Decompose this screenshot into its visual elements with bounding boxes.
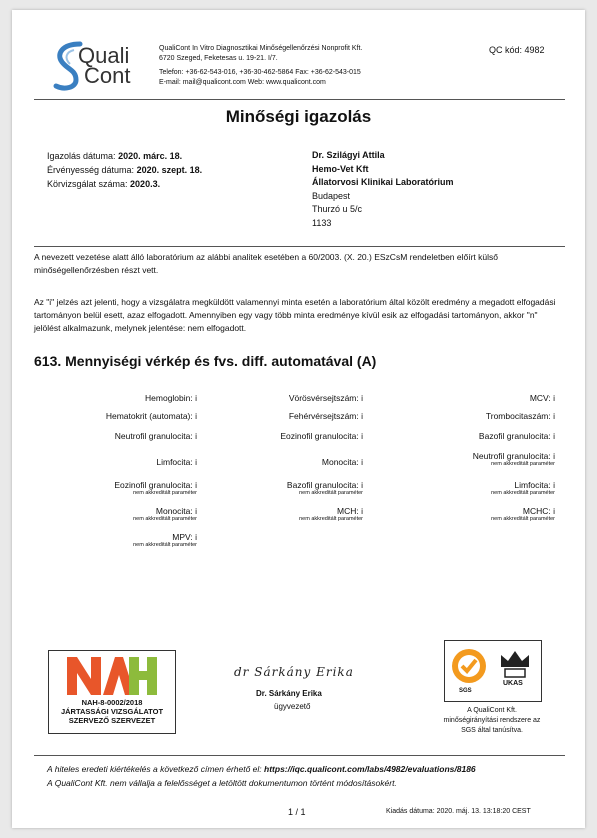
nah-accreditation-badge	[48, 650, 176, 734]
meta-divider	[34, 246, 565, 247]
org-name: QualiCont In Vitro Diagnosztikai Minőségellenőrzési Nonprofit Kft.	[159, 45, 363, 52]
ukas-crown-icon	[497, 647, 533, 679]
org-web: E-mail: mail@qualicont.com Web: www.qualicont.com	[159, 79, 326, 86]
footer-disclaimer: A QualiCont Kft. nem vállalja a felelősséget a letöltött dokumentumon történt módosításokért.	[47, 778, 397, 788]
issue-date-value: 2020. márc. 18.	[118, 151, 183, 161]
document-page	[12, 10, 585, 828]
analyte-cell: Neutrofil granulocita: i	[114, 431, 197, 441]
analyte-cell: MPV: i nem akkreditált paraméter	[133, 532, 197, 548]
org-address	[159, 44, 362, 88]
recipient-city: Budapest	[312, 190, 351, 201]
logo-text-quali: Quali	[78, 43, 130, 68]
section-title: 613. Mennyiségi vérkép és fvs. diff. automatával (A)	[34, 353, 377, 369]
analyte-cell: Vörösvérsejtszám: i	[288, 393, 363, 403]
recipient-street: Thurzó u 5/c	[312, 204, 363, 214]
valid-date-label: Érvényesség dátuma:	[47, 165, 135, 175]
signature-handwriting: dr Sárkány Erika	[234, 665, 354, 679]
nah-line3: SZERVEZŐ SZERVEZET	[68, 716, 156, 725]
sgs-caption-line3: SGS által tanúsítva.	[461, 727, 523, 734]
sgs-caption	[412, 706, 572, 736]
signature-image	[234, 665, 374, 689]
analyte-cell: Monocita: i	[321, 457, 363, 467]
analyte-cell: Bazofil granulocita: i nem akkreditált paraméter	[286, 480, 363, 496]
analyte-cell: Limfocita: i nem akkreditált paraméter	[491, 480, 555, 496]
recipient-company: Hemo-Vet Kft	[312, 163, 369, 174]
meta-block	[47, 149, 202, 191]
analyte-cell: Monocita: i nem akkreditált paraméter	[133, 506, 197, 522]
analyte-cell: Trombocitaszám: i	[485, 411, 555, 421]
legend-paragraph: Az "i" jelzés azt jelenti, hogy a vizsgálatra megküldött valamennyi minta esetén a laboratórium által közölt eredmény a megadott elfogadási tartományon belül esett, azaz elfogadott. Amennyiben egy vagy több minta eredménye kívül esik az elfogadási tartományon, akkor "n" jelölést alkalmazunk, melynek jelentése: nem elfogadott.	[34, 297, 556, 333]
recipient-lab: Állatorvosi Klinikai Laboratórium	[312, 177, 454, 187]
sgs-caption-line1: A QualiCont Kft.	[467, 707, 517, 714]
sgs-seal-icon	[450, 647, 488, 687]
analyte-cell: MCV: i	[529, 393, 555, 403]
footer-divider	[34, 755, 565, 756]
analyte-cell: MCH: i nem akkreditált paraméter	[299, 506, 363, 522]
page-title: Minőségi igazolás	[225, 107, 372, 126]
nah-line2: JÁRTASSÁGI VIZSGÁLATOT	[60, 707, 164, 716]
valid-date-value: 2020. szept. 18.	[136, 165, 203, 175]
issue-date-label: Igazolás dátuma:	[47, 151, 116, 161]
qc-code: QC kód: 4982	[489, 45, 545, 55]
sgs-label: SGS	[459, 688, 472, 694]
ukas-label: UKAS	[503, 680, 523, 687]
recipient-block	[312, 149, 454, 230]
org-phone: Telefon: +36-62-543-016, +36-30-462-5864 Fax: +36-62-543-015	[159, 69, 361, 76]
analyte-cell: Hemoglobin: i	[145, 393, 197, 403]
analyte-cell: Limfocita: i	[156, 457, 197, 467]
sgs-certificate-badge	[444, 640, 542, 702]
footer-notes	[47, 762, 476, 790]
org-street: 6720 Szeged, Feketesas u. 19-21. I/7.	[159, 55, 278, 62]
footer-url-link[interactable]: https://iqc.qualicont.com/labs/4982/evaluations/8186	[264, 764, 476, 774]
analyte-cell: Eozinofil granulocita: i	[280, 431, 363, 441]
print-timestamp: Kiadás dátuma: 2020. máj. 13. 13:18:20 CEST	[386, 808, 531, 815]
analyte-cell: Hematokrit (automata): i	[105, 411, 197, 421]
nah-logo-icon	[67, 657, 157, 695]
footer-url-prefix: A hiteles eredeti kiértékelés a következő címen érhető el:	[47, 764, 265, 774]
intro-paragraph: A nevezett vezetése alatt álló laboratórium az alábbi analitek esetében a 60/2003. (X. 20.) ESzCsM rendeletben előírt külső minőségellenőrzésben részt vett.	[34, 252, 498, 275]
analyte-cell: Fehérvérsejtszám: i	[288, 411, 363, 421]
analyte-cell: Neutrofil granulocita: i nem akkreditált paraméter	[472, 451, 555, 467]
logo-text-cont: Cont	[84, 63, 131, 88]
analyte-cell: MCHC: i nem akkreditált paraméter	[491, 506, 555, 522]
header-divider	[34, 99, 565, 100]
analyte-cell: Bazofil granulocita: i	[478, 431, 555, 441]
signer-name: Dr. Sárkány Erika	[256, 689, 322, 698]
qualicont-logo	[50, 40, 150, 100]
analyte-cell: Eozinofil granulocita: i nem akkreditált paraméter	[114, 480, 197, 496]
round-value: 2020.3.	[130, 179, 161, 189]
sgs-caption-line2: minőségirányítási rendszere az	[443, 717, 541, 724]
recipient-name: Dr. Szilágyi Attila	[312, 150, 385, 160]
page-number: 1 / 1	[288, 807, 306, 817]
nah-line1: NAH-8-0002/2018	[81, 698, 143, 707]
signer-role: ügyvezető	[274, 702, 311, 711]
round-label: Körvizsgálat száma:	[47, 179, 128, 189]
recipient-zip: 1133	[312, 217, 332, 228]
